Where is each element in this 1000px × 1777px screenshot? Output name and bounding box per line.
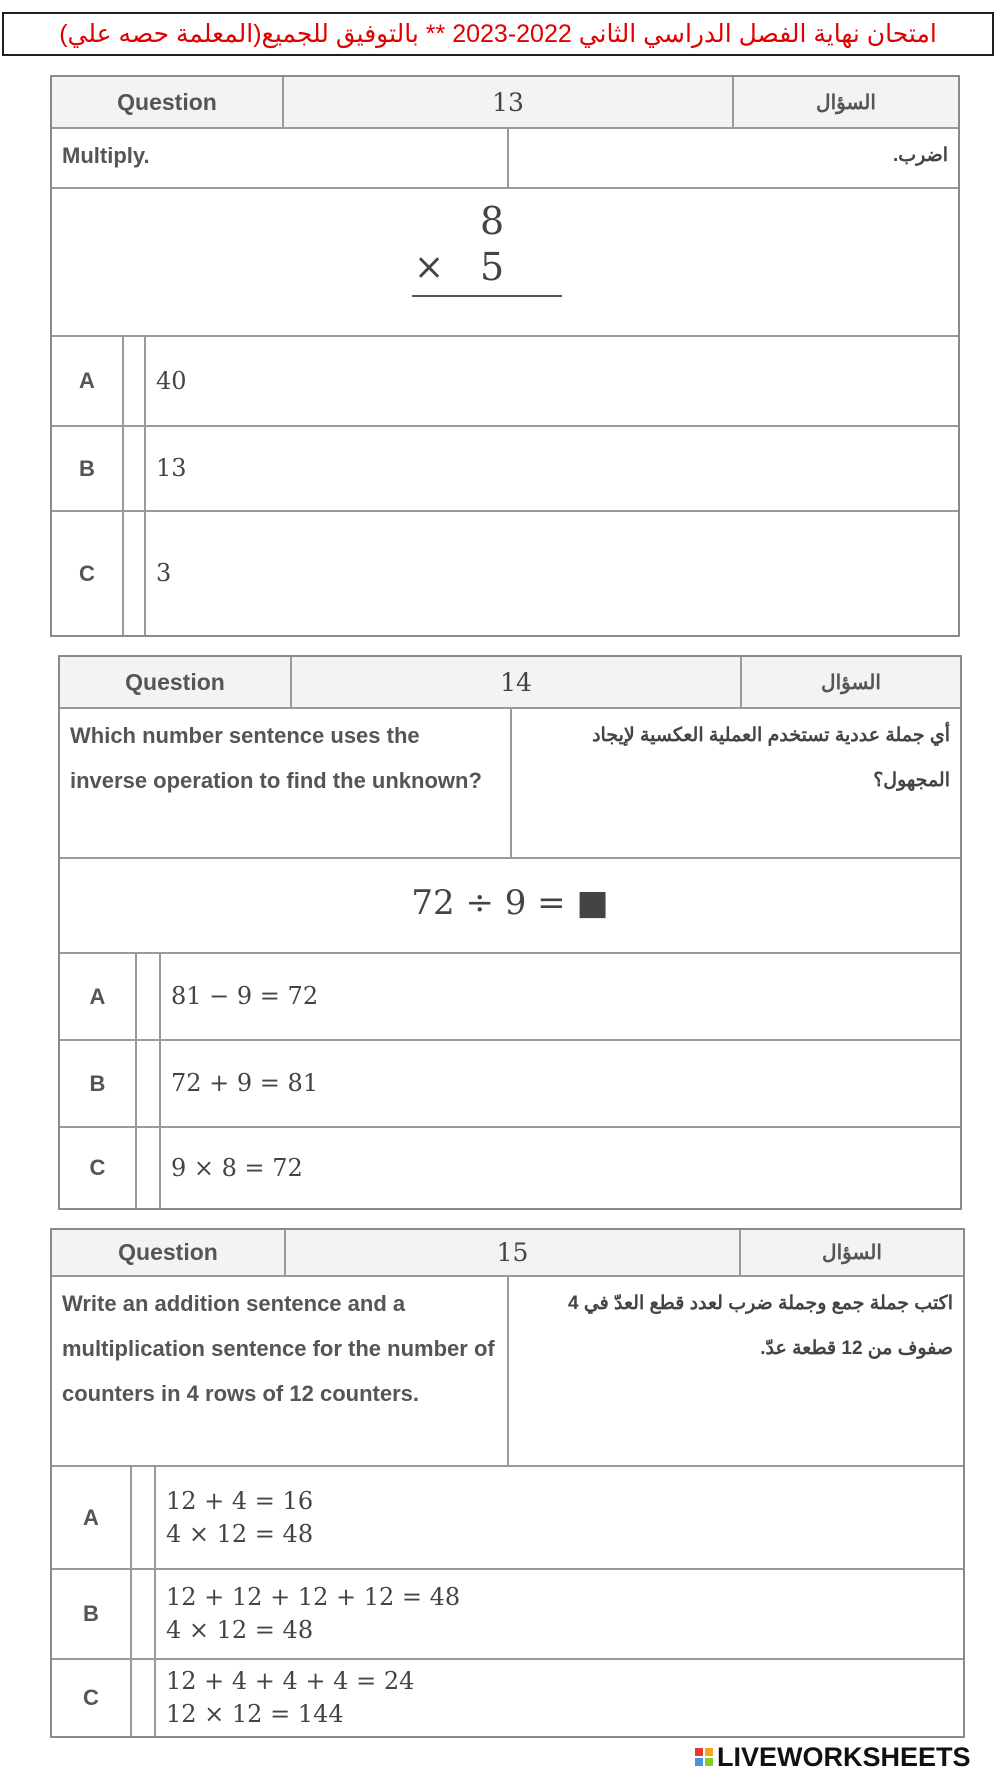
question-prompt — [52, 1275, 963, 1465]
prompt-ar: اكتب جملة جمع وجملة ضرب لعدد قطع العدّ في 4 صفوف من 12 قطعة عدّ. — [507, 1277, 963, 1465]
option-row-a[interactable] — [60, 952, 960, 1039]
option-value: 40 — [156, 366, 187, 395]
option-row-a[interactable] — [52, 335, 958, 425]
option-value: 12 + 12 + 12 + 12 = 48 4 × 12 = 48 — [166, 1583, 461, 1644]
question-number: 15 — [284, 1230, 739, 1275]
prompt-en: Which number sentence uses the inverse operation to find the unknown? — [70, 723, 482, 793]
option-value: 72 + 9 = 81 — [171, 1069, 319, 1097]
expression-area — [60, 857, 960, 952]
option-letter: A — [89, 983, 106, 1009]
option-separator — [122, 337, 146, 425]
option-value: 3 — [156, 559, 172, 587]
prompt-ar: أي جملة عددية تستخدم العملية العكسية لإيجاد المجهول؟ — [510, 709, 960, 857]
expression-operator: × — [414, 247, 445, 288]
logo-text: LIVEWORKSHEETS — [717, 1741, 971, 1772]
exam-title: امتحان نهاية الفصل الدراسي الثاني 2022-2023 ** بالتوفيق للجميع(المعلمة حصه علي) — [2, 12, 994, 56]
option-row-a[interactable] — [52, 1465, 963, 1568]
question-header — [52, 77, 958, 127]
question-label-ar: السؤال — [732, 77, 958, 127]
option-separator — [130, 1467, 156, 1568]
option-separator — [135, 954, 161, 1039]
option-row-b[interactable] — [60, 1039, 960, 1126]
question-label-ar: السؤال — [739, 1230, 963, 1275]
option-value: 12 + 4 + 4 + 4 = 24 12 × 12 = 144 — [166, 1667, 415, 1728]
question-label: Question — [117, 88, 217, 115]
option-separator — [130, 1570, 156, 1658]
option-separator — [122, 512, 146, 635]
option-letter: A — [79, 368, 95, 393]
option-row-c[interactable] — [60, 1126, 960, 1208]
question-15-block — [50, 1228, 965, 1738]
option-row-b[interactable] — [52, 1568, 963, 1658]
question-label: Question — [118, 1239, 218, 1265]
expression-underline — [412, 295, 562, 297]
option-row-b[interactable] — [52, 425, 958, 510]
option-separator — [135, 1041, 161, 1126]
liveworksheets-logo[interactable] — [695, 1742, 971, 1772]
option-separator — [130, 1660, 156, 1736]
question-13-block — [50, 75, 960, 637]
option-value: 81 − 9 = 72 — [171, 982, 319, 1010]
question-header — [52, 1230, 963, 1275]
prompt-ar: اضرب. — [507, 129, 958, 187]
prompt-en: Multiply. — [62, 143, 150, 168]
question-number: 13 — [282, 77, 732, 127]
option-row-c[interactable] — [52, 510, 958, 635]
expression: 72 ÷ 9 = ■ — [411, 883, 609, 923]
option-value: 13 — [156, 454, 187, 482]
question-header — [60, 657, 960, 707]
option-value: 9 × 8 = 72 — [171, 1153, 303, 1182]
option-letter: B — [89, 1070, 106, 1096]
option-letter: B — [83, 1601, 99, 1626]
expression-bottom: 5 — [480, 245, 505, 289]
question-label: Question — [125, 668, 225, 695]
option-separator — [122, 427, 146, 510]
option-value: 12 + 4 = 16 4 × 12 = 48 — [166, 1486, 314, 1548]
question-prompt — [60, 707, 960, 857]
question-14-block — [58, 655, 962, 1210]
logo-grid-icon — [695, 1748, 713, 1766]
question-label-ar: السؤال — [740, 657, 960, 707]
expression-top: 8 — [480, 199, 505, 243]
question-number: 14 — [290, 657, 740, 707]
option-letter: C — [79, 560, 95, 586]
option-letter: C — [89, 1155, 106, 1180]
option-row-c[interactable] — [52, 1658, 963, 1736]
option-letter: B — [79, 455, 95, 481]
prompt-en: Write an addition sentence and a multiplication sentence for the number of counters in 4 rows of 12 counters. — [62, 1291, 495, 1406]
option-letter: A — [83, 1504, 99, 1530]
option-letter: C — [83, 1685, 99, 1710]
question-prompt — [52, 127, 958, 187]
option-separator — [135, 1128, 161, 1208]
expression-area — [52, 187, 958, 335]
